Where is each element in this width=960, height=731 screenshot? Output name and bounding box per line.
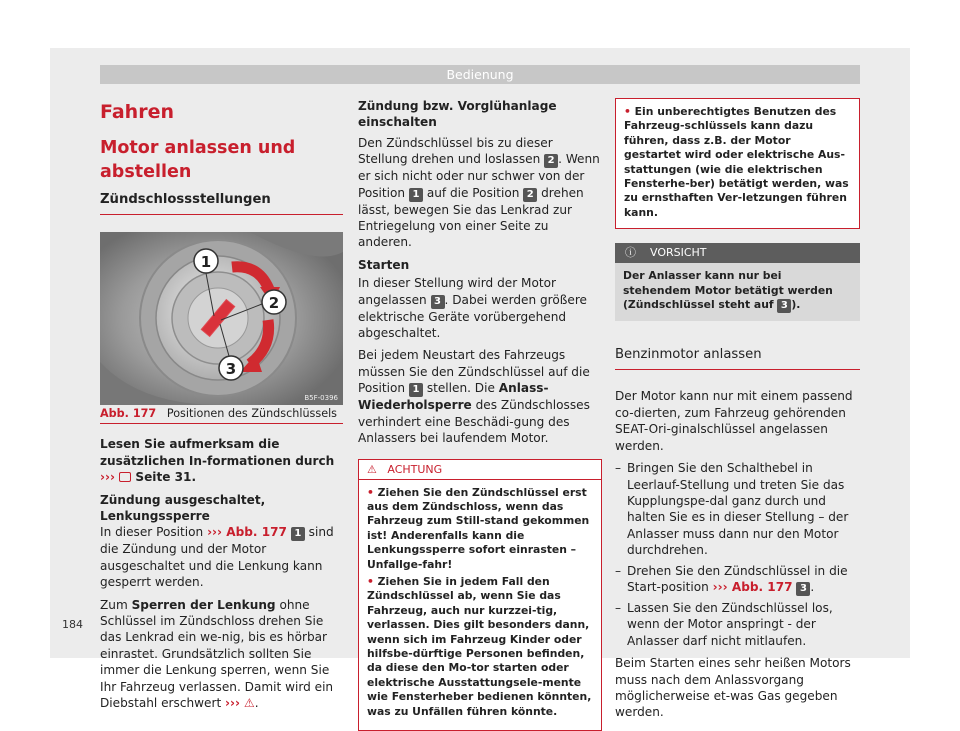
subsection-title-petrol: Benzinmotor anlassen: [615, 347, 860, 370]
step-item: – Bringen Sie den Schalthebel in Leerlauf-Stellung und treten Sie das Kupplungspe-dal ganz durch und halten Sie es in dieser Stellung – der Anlasser muss dann nur den Motor durchdrehen.: [615, 460, 860, 558]
paragraph-steering-lock: Zum Sperren der Lenkung ohne Schlüssel im Zündschloss drehen Sie das Lenkrad ein we-nig, bis es hörbar einrastet. Grundsätzlich sollten Sie immer die Lenkung sperren, wenn Sie Ihr Fahrzeug verlassen. Damit wird ein Diebstahl erschwert ››› ⚠.: [100, 597, 343, 712]
svg-text:3: 3: [226, 360, 236, 378]
paragraph-position-2: Den Zündschlüssel bis zu dieser Stellung drehen und loslassen 2 . Wenn er sich nicht oder nur schwer von der Position 1 auf die Position 2 drehen lässt, bewegen Sie das Lenkrad zur Entriegelung von einer Seite zu anderen.: [358, 135, 602, 251]
svg-text:2: 2: [269, 294, 279, 312]
warning-box: [358, 459, 602, 731]
step-item: – Lassen Sie den Zündschlüssel los, wenn der Motor anspringt - der Anlasser darf nicht mitlaufen.: [615, 600, 860, 649]
caption-text: Positionen des Zündschlüssels: [167, 407, 337, 420]
paragraph-restart: Bei jedem Neustart des Fahrzeugs müssen Sie den Zündschlüssel auf die Position 1 stellen. Die Anlass-Wiederholsperre des Zündschlosses verhindert eine Beschädi-gung des Anlassers bei laufendem Motor.: [358, 347, 602, 446]
warning-icon: ⚠: [244, 696, 255, 710]
book-icon: [119, 472, 131, 482]
position-label-1: [194, 249, 218, 273]
column-left: [100, 98, 343, 718]
section-title: Motor anlassen und abstellen: [100, 136, 343, 184]
chapter-title: Fahren: [100, 100, 343, 124]
page-number: 184: [62, 618, 83, 631]
position-label-3: [219, 356, 243, 380]
warning-header: ⚠ ACHTUNG: [359, 460, 601, 480]
figure-link[interactable]: ››› Abb. 177: [713, 580, 793, 594]
column-middle: [358, 98, 602, 731]
paragraph-key-coded: Der Motor kann nur mit einem passend co-dierten, zum Fahrzeug gehörenden SEAT-Ori-ginalschlüssel angelassen werden.: [615, 388, 860, 454]
subheading-ignition-off: Zündung ausgeschaltet, Lenkungssperre: [100, 492, 343, 525]
intro-paragraph: Lesen Sie aufmerksam die zusätzlichen In-formationen durch ››› Seite 31.: [100, 436, 343, 485]
figure-caption: [100, 405, 343, 424]
column-right: [615, 98, 860, 727]
warning-box-continued: • Ein unberechtigtes Benutzen des Fahrzeug-schlüssels kann dazu führen, dass z.B. der Motor gestartet wird oder elektrische Aus-stattungen (wie die elektrischen Fensterhe-ber) betätigt werden, was zu ernsthaften Ver-letzungen führen kann.: [615, 98, 860, 229]
paragraph-position-3: In dieser Stellung wird der Motor angelassen 3 . Dabei werden größere elektrische Geräte vorübergehend abgeschaltet.: [358, 275, 602, 341]
subheading-start: Starten: [358, 257, 602, 273]
paragraph-hot-engine: Beim Starten eines sehr heißen Motors muss nach dem Anlassvorgang möglicherweise et-was Gas gegeben werden.: [615, 655, 860, 721]
warning-triangle-icon: ⚠: [367, 463, 377, 476]
ignition-lock-illustration: [100, 232, 343, 405]
subsection-title: Zündschlossstellungen: [100, 192, 343, 215]
ignition-figure: [100, 232, 343, 405]
svg-text:1: 1: [201, 253, 211, 271]
position-badge: 1: [291, 527, 305, 541]
figure-link[interactable]: ››› Abb. 177: [207, 525, 287, 539]
caption-label: Abb. 177: [100, 407, 156, 420]
subheading-ignition-on: Zündung bzw. Vorglühanlage einschalten: [358, 98, 602, 131]
info-circle-icon: ⓘ: [625, 246, 636, 259]
caution-header: ⓘ VORSICHT: [615, 243, 860, 263]
section-header: Bedienung: [100, 65, 860, 84]
page-link[interactable]: Seite 31: [135, 470, 191, 484]
caution-body: Der Anlasser kann nur bei stehendem Motor betätigt werden (Zündschlüssel steht auf 3 ).: [615, 263, 860, 321]
warning-body: [359, 480, 601, 731]
position-label-2: [262, 290, 286, 314]
step-item: – Drehen Sie den Zündschlüssel in die Start-position ››› Abb. 177 3 .: [615, 563, 860, 596]
figure-code: B5F-0396: [304, 394, 338, 402]
warning-item: • Ziehen Sie in jedem Fall den Zündschlüssel ab, wenn Sie das Fahrzeug, auch nur kurzzei-tig, verlassen. Dies gilt besonders dann, wenn sich im Fahrzeug Kinder oder hilfsbe-dürftige Personen befinden, da diese den Mo-tor starten oder elektrische Ausstattungsele-mente wie Fensterheber bedienen könnten, was zu Unfällen führen könnte.: [367, 575, 593, 719]
warning-item: • Ziehen Sie den Zündschlüssel erst aus dem Zündschloss, wenn das Fahrzeug zum Still-stand gekommen ist! Anderenfalls kann die Lenkungssperre sofort einrasten – Unfallge-fahr!: [367, 486, 593, 572]
paragraph-position-1: In dieser Position ››› Abb. 177 1 sind die Zündung und der Motor ausgeschaltet und die Lenkung kann gesperrt werden.: [100, 524, 343, 590]
warning-continued-text: Ein unberechtigtes Benutzen des Fahrzeug-schlüssels kann dazu führen, dass z.B. der Motor gestartet wird oder elektrische Aus-stattungen (wie die elektrischen Fensterhe-ber) betätigt werden, was zu ernsthaften Ver-letzungen führen kann.: [624, 105, 849, 219]
caution-box: [615, 243, 860, 321]
